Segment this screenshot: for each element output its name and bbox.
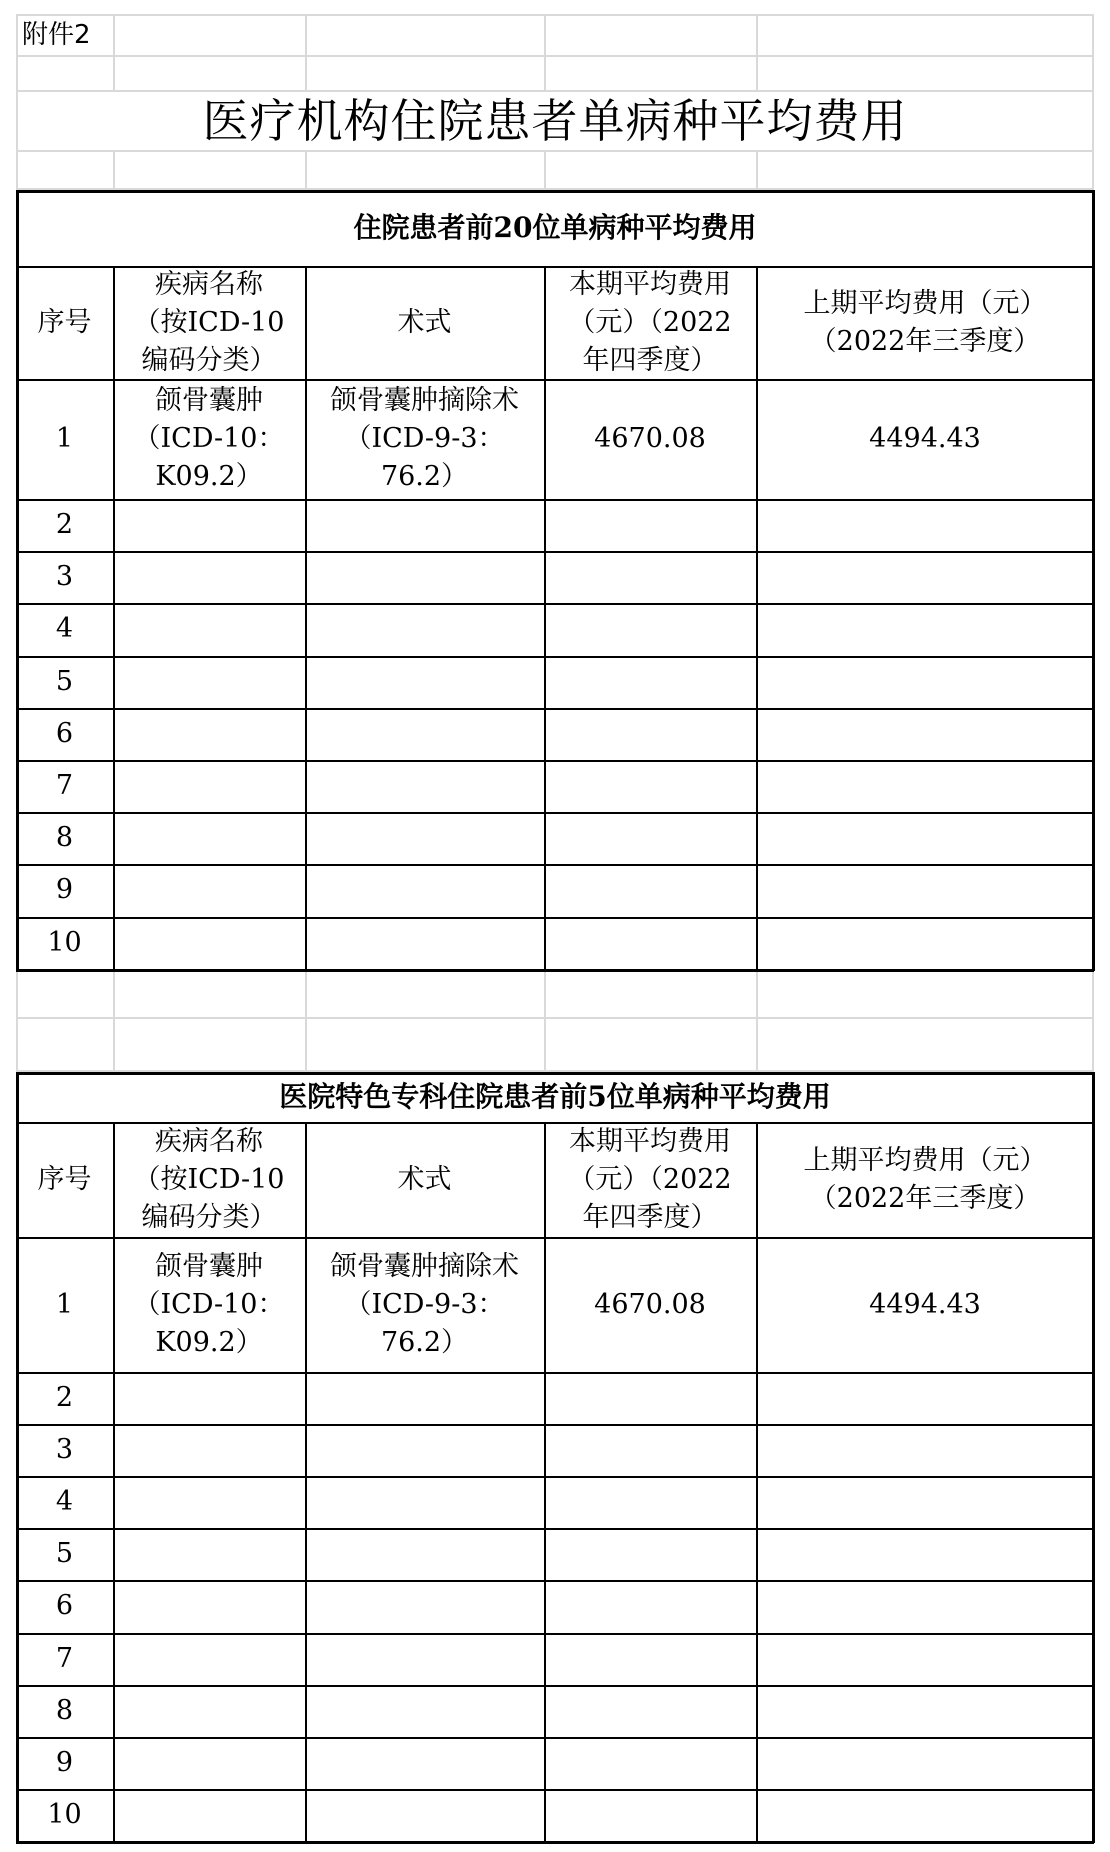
- table-border: [16, 190, 19, 971]
- table-border: [16, 1737, 1094, 1739]
- header-previous: [756, 1122, 1094, 1237]
- row-index: 6: [55, 717, 74, 749]
- table-border: [16, 1685, 1094, 1687]
- table-border: [113, 266, 115, 971]
- header-procedure: 术式: [397, 306, 452, 338]
- row-disease-line: （ICD-10：: [133, 1288, 285, 1320]
- row-disease-line: （ICD-10：: [133, 423, 285, 454]
- row-index: 1: [55, 423, 74, 454]
- header-disease-line: 疾病名称: [154, 268, 263, 300]
- header-disease-line: 编码分类）: [141, 1201, 277, 1233]
- header-previous: [756, 266, 1094, 379]
- row-index: 3: [55, 1434, 74, 1466]
- header-disease-line: 疾病名称: [154, 1125, 263, 1157]
- table-border: [16, 266, 1094, 268]
- row-current: 4670.08: [594, 1288, 706, 1320]
- row-procedure: [305, 1237, 544, 1372]
- row-index: 2: [55, 1382, 74, 1414]
- gridline: [756, 966, 758, 1072]
- table-border: [305, 266, 307, 971]
- table-border: [305, 1122, 307, 1843]
- row-procedure: [305, 379, 544, 499]
- row-index: 6: [55, 1590, 74, 1622]
- gridline: [16, 14, 1094, 16]
- row-procedure-line: （ICD-9-3：: [344, 423, 505, 454]
- table-border: [16, 1072, 1094, 1075]
- table-border: [16, 656, 1094, 658]
- header-procedure: 术式: [397, 1163, 452, 1195]
- row-index: 8: [55, 822, 74, 854]
- header-previous-line: 上期平均费用（元）: [803, 1144, 1047, 1176]
- gridline: [305, 966, 307, 1072]
- table-border: [1092, 1072, 1095, 1843]
- row-index: 9: [55, 1746, 74, 1778]
- row-previous: 4494.43: [869, 423, 981, 454]
- row-index: 9: [55, 874, 74, 906]
- header-disease: [113, 266, 305, 379]
- row-index: 5: [55, 665, 74, 697]
- table-border: [16, 1789, 1094, 1791]
- table-border: [756, 266, 758, 971]
- table-border: [16, 1424, 1094, 1426]
- row-index: 8: [55, 1694, 74, 1726]
- table-border: [16, 1237, 1094, 1239]
- row-index: 4: [55, 613, 74, 645]
- row-index: 3: [55, 561, 74, 593]
- table-border: [16, 1841, 1094, 1844]
- header-current-line: 年四季度）: [582, 1201, 718, 1233]
- header-previous-line: （2022年三季度）: [809, 1182, 1041, 1214]
- table-border: [16, 379, 1094, 381]
- row-disease-line: 颌骨囊肿: [154, 1250, 263, 1282]
- header-current-line: （元）（2022: [568, 306, 732, 338]
- header-index: 序号: [37, 1163, 92, 1195]
- table-border: [756, 1122, 758, 1843]
- table-title: 住院患者前20位单病种平均费用: [353, 211, 757, 244]
- table-title: 医院特色专科住院患者前5位单病种平均费用: [279, 1080, 831, 1113]
- row-procedure-line: 76.2）: [380, 1326, 469, 1358]
- table-border: [16, 603, 1094, 605]
- table-border: [16, 1633, 1094, 1635]
- table-border: [16, 1476, 1094, 1478]
- gridline: [756, 150, 758, 190]
- table-border: [16, 969, 1094, 972]
- header-current-line: （元）（2022: [568, 1163, 732, 1195]
- table-border: [544, 1122, 546, 1843]
- gridline: [16, 150, 1094, 152]
- row-index: 10: [47, 1798, 82, 1830]
- row-index: 7: [55, 770, 74, 802]
- table-border: [544, 266, 546, 971]
- row-procedure-line: 76.2）: [380, 461, 469, 492]
- table-border: [113, 1122, 115, 1843]
- row-disease-line: 颌骨囊肿: [154, 385, 263, 416]
- row-procedure-line: 颌骨囊肿摘除术: [330, 385, 519, 416]
- gridline: [113, 150, 115, 190]
- header-disease-line: （按ICD-10: [133, 306, 285, 338]
- gridline: [305, 14, 307, 92]
- header-disease-line: （按ICD-10: [133, 1163, 285, 1195]
- header-disease-line: 编码分类）: [141, 344, 277, 376]
- gridline: [544, 966, 546, 1072]
- table-border: [16, 812, 1094, 814]
- row-disease-line: K09.2）: [155, 1326, 263, 1358]
- gridline: [16, 55, 1094, 57]
- header-current-line: 本期平均费用: [569, 268, 731, 300]
- header-current: [544, 1122, 756, 1237]
- table-border: [16, 1580, 1094, 1582]
- row-procedure-line: 颌骨囊肿摘除术: [330, 1250, 519, 1282]
- attachment-label: 附件2: [22, 20, 91, 50]
- row-current: 4670.08: [594, 423, 706, 454]
- table-border: [16, 1372, 1094, 1374]
- header-current-line: 本期平均费用: [569, 1125, 731, 1157]
- gridline: [113, 966, 115, 1072]
- table-border: [16, 190, 1094, 193]
- table-border: [16, 864, 1094, 866]
- gridline: [756, 14, 758, 92]
- row-index: 2: [55, 509, 74, 541]
- gridline: [113, 14, 115, 92]
- row-previous: 4494.43: [869, 1288, 981, 1320]
- table-border: [1092, 190, 1095, 971]
- gridline: [16, 1017, 1094, 1019]
- gridline: [305, 150, 307, 190]
- row-index: 1: [55, 1288, 74, 1320]
- header-previous-line: （2022年三季度）: [809, 325, 1041, 357]
- table-border: [16, 551, 1094, 553]
- row-disease: [113, 1237, 305, 1372]
- header-disease: [113, 1122, 305, 1237]
- header-current-line: 年四季度）: [582, 344, 718, 376]
- row-disease: [113, 379, 305, 499]
- table-border: [16, 1072, 19, 1843]
- main-title: 医疗机构住院患者单病种平均费用: [202, 94, 908, 148]
- gridline: [544, 150, 546, 190]
- table-border: [16, 708, 1094, 710]
- table-border: [16, 1122, 1094, 1124]
- gridline: [16, 966, 18, 1072]
- header-index: 序号: [37, 306, 92, 338]
- row-index: 5: [55, 1538, 74, 1570]
- table-border: [16, 917, 1094, 919]
- gridline: [1092, 966, 1094, 1072]
- header-previous-line: 上期平均费用（元）: [803, 287, 1047, 319]
- table-border: [16, 499, 1094, 501]
- row-index: 10: [47, 926, 82, 958]
- row-index: 4: [55, 1486, 74, 1518]
- table-border: [16, 760, 1094, 762]
- row-disease-line: K09.2）: [155, 461, 263, 492]
- header-current: [544, 266, 756, 379]
- table-border: [16, 1528, 1094, 1530]
- row-procedure-line: （ICD-9-3：: [344, 1288, 505, 1320]
- row-index: 7: [55, 1642, 74, 1674]
- gridline: [544, 14, 546, 92]
